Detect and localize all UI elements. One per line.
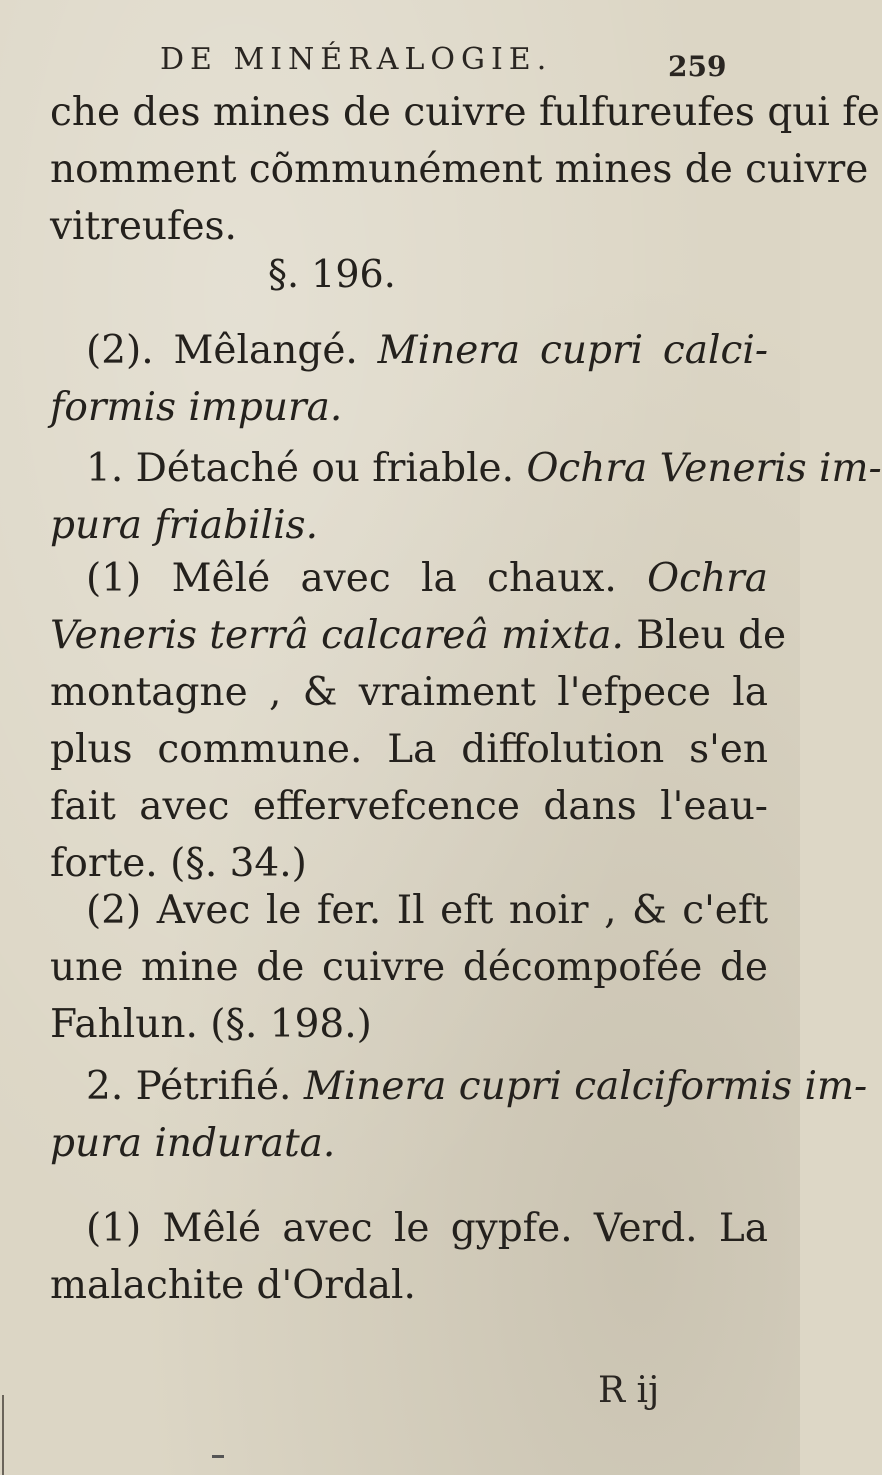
text-line xyxy=(50,550,768,607)
entry-chaux xyxy=(50,550,787,892)
latin-text: Ochra xyxy=(647,556,768,601)
roman-text: (1) Mêlé avec la chaux. xyxy=(86,556,648,601)
latin-text: pura indurata. xyxy=(50,1121,336,1166)
ink-mark xyxy=(212,1455,224,1458)
text-line: une mine de cuivre décompofée de xyxy=(50,945,768,990)
roman-text: 1. Détaché ou friable. xyxy=(86,446,527,491)
entry-gypfe xyxy=(50,1200,768,1314)
text-line xyxy=(50,379,768,436)
text-line: malachite d'Ordal. xyxy=(50,1263,416,1308)
text-line: montagne , & vraiment l'efpece la xyxy=(50,670,768,715)
text-line xyxy=(50,322,768,379)
text-line: (1) Mêlé avec le gypfe. Verd. La xyxy=(86,1206,768,1251)
roman-text: (2). Mêlangé. xyxy=(86,328,378,373)
text-line xyxy=(50,1115,768,1172)
text-line xyxy=(50,497,768,554)
latin-text: Ochra Veneris im- xyxy=(526,446,882,491)
text-line: vitreufes. xyxy=(50,204,237,249)
latin-text: Veneris terrâ calcareâ mixta. xyxy=(50,613,624,658)
latin-text: pura friabilis. xyxy=(50,503,318,548)
margin-rule xyxy=(2,1395,4,1475)
text-line: (2) Avec le fer. Il eft noir , & c'eft xyxy=(86,888,768,933)
latin-text: Minera cupri calci- xyxy=(377,328,768,373)
text-line: forte. (§. 34.) xyxy=(50,841,307,886)
page-number: 259 xyxy=(668,50,727,83)
running-head: DE MINÉRALOGIE. xyxy=(160,42,553,77)
text-line xyxy=(50,440,882,497)
latin-text: formis impura. xyxy=(50,385,343,430)
roman-text: 2. Pétrifié. xyxy=(86,1064,304,1109)
text-line: Fahlun. (§. 198.) xyxy=(50,1002,372,1047)
text-line: plus commune. La diffolution s'en xyxy=(50,727,768,772)
entry-petrifie xyxy=(50,1058,868,1172)
text-line xyxy=(50,1058,868,1115)
signature-mark: R ij xyxy=(598,1370,660,1411)
text-line: che des mines de cuivre fulfureufes qui fe xyxy=(50,90,880,135)
entry-detache xyxy=(50,440,882,554)
entry-fer xyxy=(50,882,768,1053)
roman-text: Bleu de xyxy=(623,613,787,658)
text-line: nomment cõmmunément mines de cuivre xyxy=(50,147,869,192)
entry-melange xyxy=(50,322,768,436)
latin-text: Minera cupri calciformis im- xyxy=(303,1064,868,1109)
text-line xyxy=(50,607,787,664)
intro-paragraph xyxy=(50,84,880,255)
text-line: fait avec effervefcence dans l'eau- xyxy=(50,784,768,829)
section-title: §. 196. xyxy=(268,252,396,296)
